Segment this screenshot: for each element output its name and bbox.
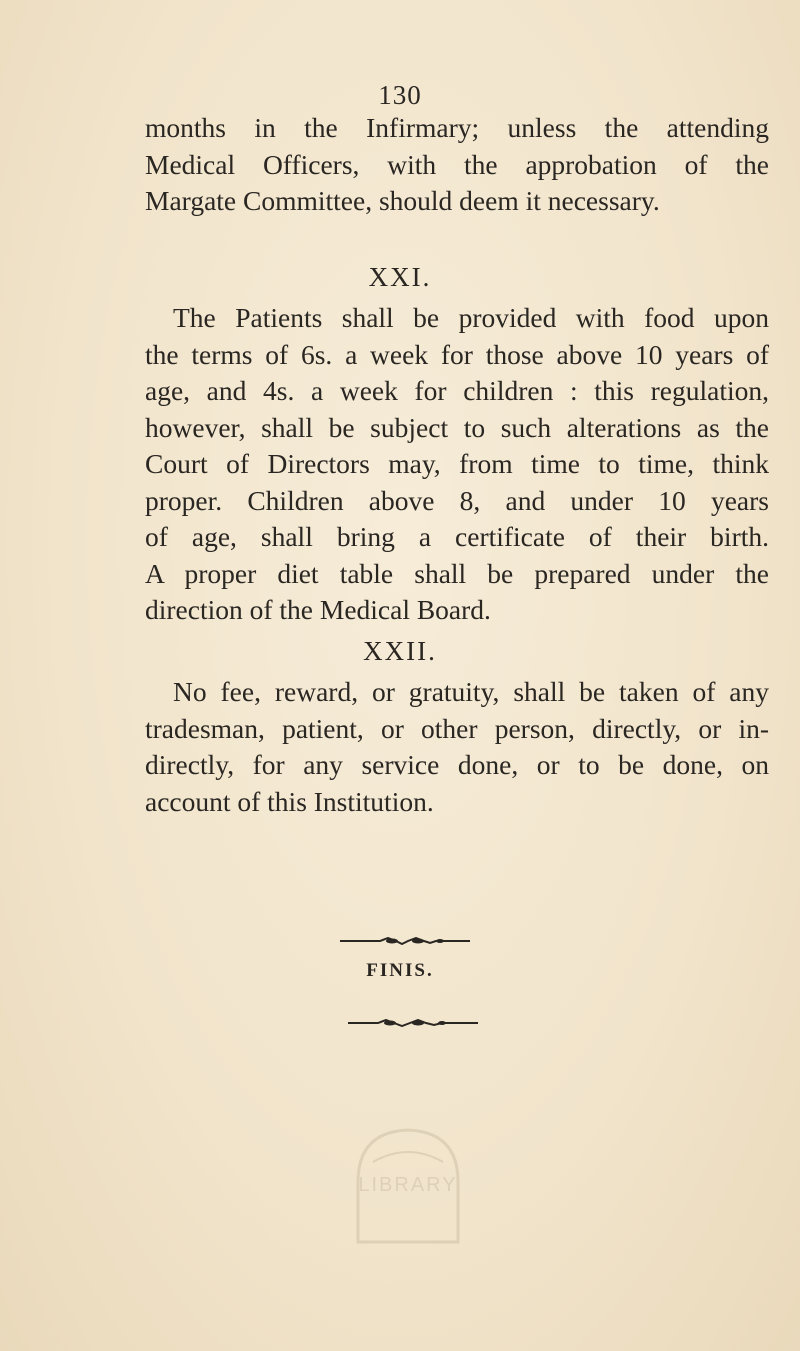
section-xxi-paragraph (145, 300, 769, 629)
section-heading-xxi: XXI. (368, 262, 432, 292)
text-line: of age, shall bring a certificate of their birth. (145, 521, 769, 552)
text-line: Medical Officers, with the approbation of the (145, 148, 769, 180)
library-stamp (338, 1122, 478, 1252)
text-line: direction of the Medical Board. (145, 594, 491, 625)
text-line: the terms of 6s. a week for those above 10 years of (145, 338, 769, 370)
section-xxii-paragraph (145, 674, 769, 820)
text-line: directly, for any service done, or to be done, on (145, 749, 769, 780)
text-line: account of this Institution. (145, 785, 434, 817)
finis-label: FINIS. (366, 960, 434, 981)
ornamental-rule-top (340, 937, 470, 945)
section-heading-xxii: XXII. (363, 636, 437, 666)
text-line: No fee, reward, or gratuity, shall be taken of any (173, 676, 769, 707)
text-line: The Patients shall be provided with food upon (173, 302, 769, 333)
text-line: however, shall be subject to such alterations as the (145, 411, 769, 443)
text-line: age, and 4s. a week for children : this regulation, (145, 375, 769, 406)
text-line: Court of Directors may, from time to time, think (145, 448, 769, 479)
text-line: A proper diet table shall be prepared under the (145, 557, 769, 589)
text-line: proper. Children above 8, and under 10 years (145, 484, 769, 516)
intro-paragraph (145, 110, 769, 220)
text-line: tradesman, patient, or other person, directly, or in- (145, 712, 769, 744)
text-line: months in the Infirmary; unless the attending (145, 112, 769, 143)
page-number: 130 (378, 80, 422, 110)
stamp-text: LIBRARY (358, 1174, 458, 1196)
ornamental-rule-bottom (348, 1019, 478, 1027)
text-line: Margate Committee, should deem it necessary. (145, 185, 660, 216)
